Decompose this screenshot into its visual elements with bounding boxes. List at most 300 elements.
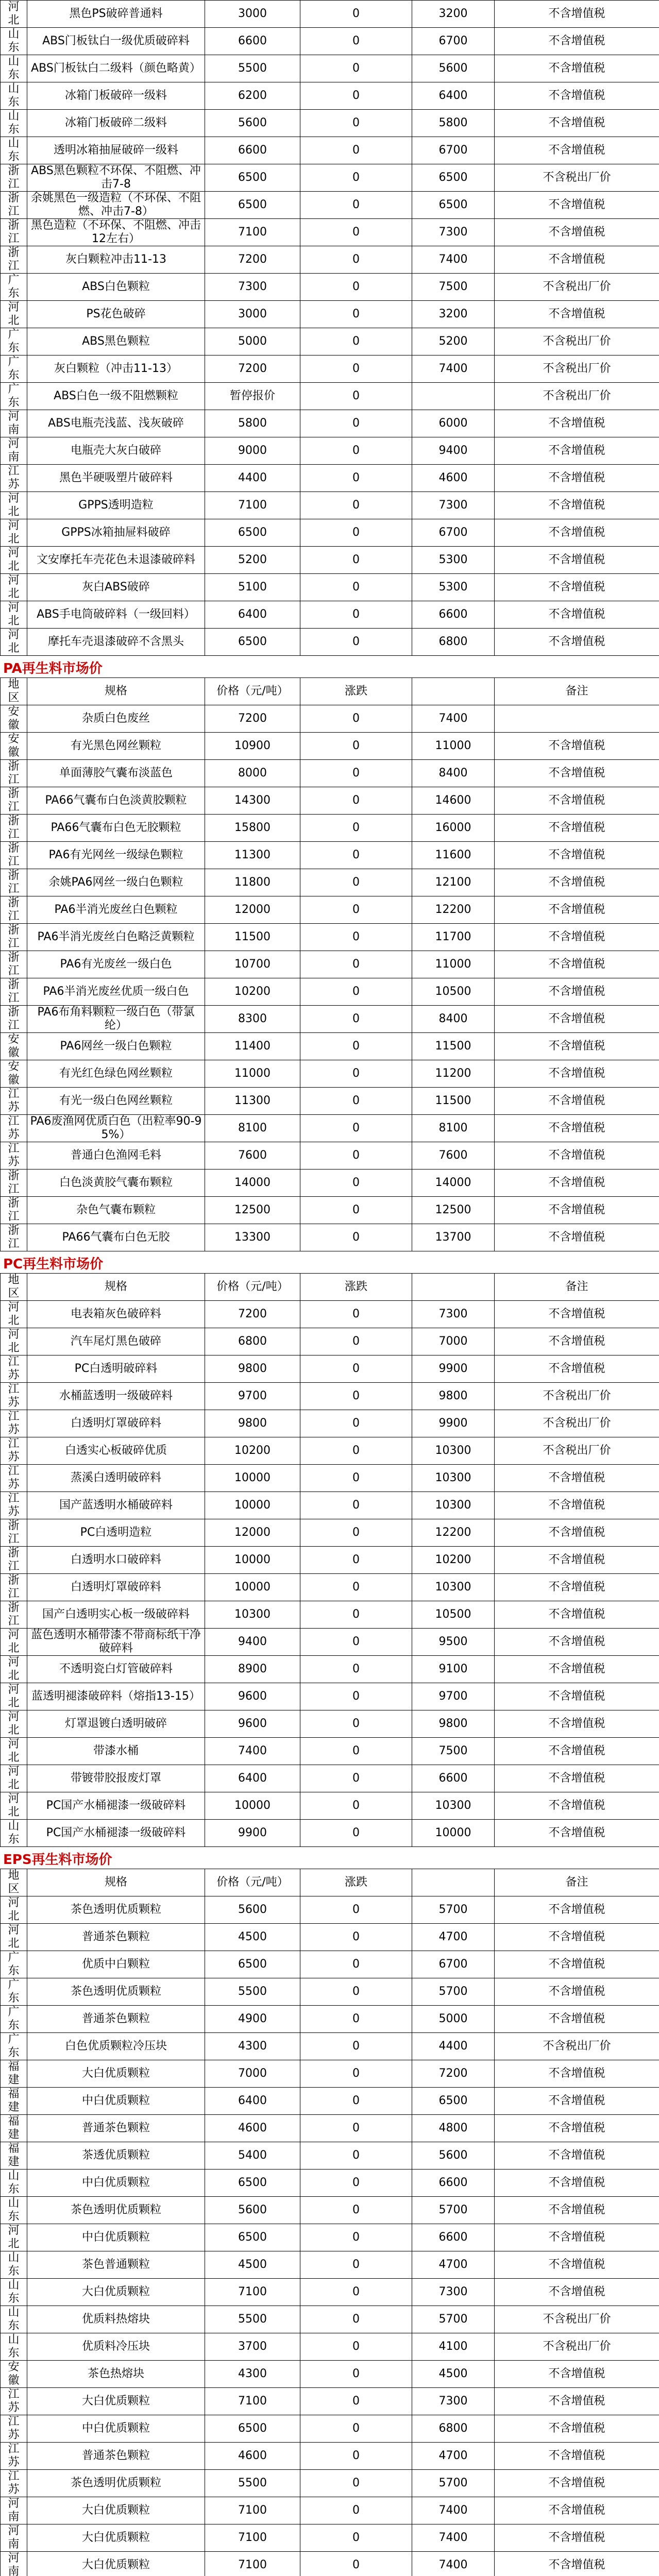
remark-cell: 不含增值税	[495, 2279, 659, 2306]
region-cell: 山东	[1, 2170, 27, 2197]
price-cell: 11400	[205, 1033, 300, 1060]
table-row	[1, 55, 659, 82]
price-cell: 暂停报价	[205, 383, 300, 410]
region-cell: 河北	[1, 601, 27, 629]
spec-cell: GPPS透明造粒	[27, 492, 205, 519]
remark-cell: 不含增值税	[495, 1197, 659, 1224]
spec-cell: PA66气囊布白色无胶	[27, 1224, 205, 1251]
table-row	[1, 274, 659, 301]
spec-cell: 大白优质颗粒	[27, 2552, 205, 2576]
price-cell: 11300	[205, 842, 300, 869]
region-cell: 安徽	[1, 1060, 27, 1088]
price-high-cell: 5700	[412, 2470, 495, 2497]
price-cell: 7300	[205, 274, 300, 301]
region-cell: 安徽	[1, 733, 27, 760]
change-cell: 0	[300, 2279, 412, 2306]
remark-cell: 不含增值税	[495, 519, 659, 547]
price-cell: 11800	[205, 869, 300, 896]
price-cell: 6500	[205, 2224, 300, 2251]
change-cell: 0	[300, 301, 412, 328]
change-cell: 0	[300, 219, 412, 246]
table-row	[1, 547, 659, 574]
change-cell: 0	[300, 1383, 412, 1410]
change-cell: 0	[300, 55, 412, 82]
change-cell: 0	[300, 82, 412, 110]
price-high-cell: 11000	[412, 951, 495, 978]
spec-cell: 灰白颗粒（冲击11-13）	[27, 355, 205, 383]
price-high-cell: 5000	[412, 2006, 495, 2033]
spec-cell: 优质料热熔块	[27, 2306, 205, 2333]
price-cell: 5600	[205, 1896, 300, 1924]
remark-cell: 不含增值税	[495, 2088, 659, 2115]
price-cell: 9800	[205, 1355, 300, 1383]
header-cell: 地区	[1, 678, 27, 705]
section-gap	[0, 1251, 659, 1256]
price-high-cell: 5700	[412, 2197, 495, 2224]
spec-cell: 大白优质颗粒	[27, 2388, 205, 2415]
price-cell: 6400	[205, 1765, 300, 1792]
region-cell: 山东	[1, 110, 27, 137]
remark-cell: 不含增值税	[495, 2443, 659, 2470]
price-high-cell: 10300	[412, 1574, 495, 1601]
spec-cell: 带镀带胶报废灯罩	[27, 1765, 205, 1792]
price-high-cell: 5700	[412, 2306, 495, 2333]
table-header-row	[1, 1274, 659, 1301]
region-cell: 安徽	[1, 705, 27, 733]
header-cell: 规格	[27, 678, 205, 705]
region-cell: 河北	[1, 1738, 27, 1765]
remark-cell: 不含增值税	[495, 1, 659, 28]
price-cell: 6500	[205, 519, 300, 547]
region-cell: 浙江	[1, 1197, 27, 1224]
remark-cell: 不含增值税	[495, 2361, 659, 2388]
table-row	[1, 896, 659, 924]
remark-cell: 不含增值税	[495, 1465, 659, 1492]
change-cell: 0	[300, 601, 412, 629]
remark-cell: 不含增值税	[495, 2060, 659, 2088]
price-high-cell: 7500	[412, 1738, 495, 1765]
header-cell: 价格（元/吨）	[205, 1869, 300, 1896]
region-cell: 广东	[1, 383, 27, 410]
spec-cell: 茶透优质颗粒	[27, 2142, 205, 2170]
remark-cell: 不含增值税	[495, 437, 659, 465]
price-high-cell: 7300	[412, 2279, 495, 2306]
price-high-cell: 12200	[412, 896, 495, 924]
table-row	[1, 705, 659, 733]
price-high-cell: 9800	[412, 1710, 495, 1738]
region-cell: 河北	[1, 1683, 27, 1710]
region-cell: 浙江	[1, 1574, 27, 1601]
price-high-cell: 7600	[412, 1142, 495, 1170]
region-cell: 江苏	[1, 2388, 27, 2415]
region-cell: 广东	[1, 1978, 27, 2006]
region-cell: 福建	[1, 2060, 27, 2088]
price-cell: 7200	[205, 705, 300, 733]
table-row	[1, 2279, 659, 2306]
region-cell: 浙江	[1, 246, 27, 274]
price-high-cell	[412, 383, 495, 410]
table-row	[1, 328, 659, 355]
change-cell: 0	[300, 1765, 412, 1792]
spec-cell: 中白优质颗粒	[27, 2415, 205, 2443]
price-high-cell: 7000	[412, 1328, 495, 1355]
spec-cell: 蓝色透明水桶带漆不带商标纸干净破碎料	[27, 1629, 205, 1656]
price-cell: 5500	[205, 1978, 300, 2006]
price-cell: 8900	[205, 1656, 300, 1683]
price-cell: 12000	[205, 896, 300, 924]
price-high-cell: 7500	[412, 274, 495, 301]
table-row	[1, 2361, 659, 2388]
price-cell: 9400	[205, 1629, 300, 1656]
spec-cell: 汽车尾灯黑色破碎	[27, 1328, 205, 1355]
price-high-cell: 4600	[412, 465, 495, 492]
region-cell: 河北	[1, 629, 27, 656]
change-cell: 0	[300, 978, 412, 1006]
remark-cell: 不含税出厂价	[495, 2333, 659, 2361]
spec-cell: PA6半消光废丝优质一级白色	[27, 978, 205, 1006]
change-cell: 0	[300, 1896, 412, 1924]
table-row	[1, 1601, 659, 1629]
price-high-cell: 9800	[412, 1383, 495, 1410]
change-cell: 0	[300, 1170, 412, 1197]
table-row	[1, 869, 659, 896]
price-cell: 7100	[205, 2388, 300, 2415]
price-cell: 12000	[205, 1519, 300, 1547]
header-cell: 地区	[1, 1869, 27, 1896]
spec-cell: PA66气囊布白色淡黄胶颗粒	[27, 787, 205, 815]
price-high-cell: 4100	[412, 2333, 495, 2361]
spec-cell: 黑色造粒（不环保、不阻燃、冲击12左右）	[27, 219, 205, 246]
spec-cell: 白色优质颗粒冷压块	[27, 2033, 205, 2060]
price-cell: 9800	[205, 1410, 300, 1437]
region-cell: 河北	[1, 1792, 27, 1820]
remark-cell: 不含增值税	[495, 1820, 659, 1847]
price-cell: 4600	[205, 2443, 300, 2470]
table-header-row	[1, 678, 659, 705]
price-cell: 14000	[205, 1170, 300, 1197]
change-cell: 0	[300, 2361, 412, 2388]
spec-cell: 茶色透明优质颗粒	[27, 1896, 205, 1924]
region-cell: 浙江	[1, 1601, 27, 1629]
remark-cell: 不含增值税	[495, 2006, 659, 2033]
header-cell: 价格（元/吨）	[205, 1274, 300, 1301]
price-cell: 10200	[205, 1437, 300, 1465]
table-row	[1, 28, 659, 55]
table-row	[1, 465, 659, 492]
spec-cell: 单面薄胶气囊布淡蓝色	[27, 760, 205, 787]
change-cell: 0	[300, 1492, 412, 1519]
price-high-cell: 4800	[412, 2115, 495, 2142]
region-cell: 江苏	[1, 2443, 27, 2470]
remark-cell: 不含增值税	[495, 192, 659, 219]
price-cell: 10200	[205, 978, 300, 1006]
price-high-cell: 11200	[412, 1060, 495, 1088]
table-row	[1, 1170, 659, 1197]
region-cell: 河北	[1, 1924, 27, 1951]
price-high-cell: 10500	[412, 1601, 495, 1629]
table-row	[1, 301, 659, 328]
spec-cell: 白透实心板破碎优质	[27, 1437, 205, 1465]
spec-cell: PC国产水桶褪漆一级破碎料	[27, 1820, 205, 1847]
remark-cell: 不含增值税	[495, 301, 659, 328]
change-cell: 0	[300, 1601, 412, 1629]
region-cell: 河北	[1, 2224, 27, 2251]
price-table	[0, 1869, 659, 2576]
spec-cell: 普通茶色颗粒	[27, 2115, 205, 2142]
region-cell: 广东	[1, 1951, 27, 1978]
section-title: PA再生料市场价	[0, 660, 659, 677]
remark-cell: 不含税出厂价	[495, 328, 659, 355]
remark-cell: 不含增值税	[495, 1574, 659, 1601]
price-high-cell: 6800	[412, 2415, 495, 2443]
change-cell: 0	[300, 2224, 412, 2251]
change-cell: 0	[300, 110, 412, 137]
remark-cell: 不含增值税	[495, 1683, 659, 1710]
change-cell: 0	[300, 1437, 412, 1465]
table-row	[1, 492, 659, 519]
remark-cell: 不含增值税	[495, 28, 659, 55]
region-cell: 河北	[1, 1301, 27, 1328]
table-row	[1, 2552, 659, 2576]
price-cell: 7200	[205, 246, 300, 274]
spec-cell: 优质料冷压块	[27, 2333, 205, 2361]
price-table	[0, 1273, 659, 1847]
spec-cell: 水桶蓝透明一级破碎料	[27, 1383, 205, 1410]
table-row	[1, 2443, 659, 2470]
region-cell: 山东	[1, 2197, 27, 2224]
price-high-cell: 4700	[412, 2443, 495, 2470]
change-cell: 0	[300, 1301, 412, 1328]
region-cell: 江苏	[1, 1492, 27, 1519]
price-high-cell: 6500	[412, 192, 495, 219]
price-high-cell: 5700	[412, 1978, 495, 2006]
region-cell: 河北	[1, 1328, 27, 1355]
spec-cell: PA6有光网丝一级绿色颗粒	[27, 842, 205, 869]
change-cell: 0	[300, 1710, 412, 1738]
spec-cell: 带漆水桶	[27, 1738, 205, 1765]
spec-cell: 蓝透明褪漆破碎料（熔指13-15）	[27, 1683, 205, 1710]
remark-cell: 不含增值税	[495, 629, 659, 656]
region-cell: 浙江	[1, 1519, 27, 1547]
remark-cell: 不含税出厂价	[495, 1383, 659, 1410]
price-cell: 10700	[205, 951, 300, 978]
table-row	[1, 1355, 659, 1383]
remark-cell: 不含增值税	[495, 1924, 659, 1951]
table-row	[1, 1792, 659, 1820]
remark-cell: 不含增值税	[495, 2415, 659, 2443]
price-high-cell: 5600	[412, 55, 495, 82]
price-cell: 13300	[205, 1224, 300, 1251]
spec-cell: 冰箱门板破碎二级料	[27, 110, 205, 137]
price-cell: 5500	[205, 2306, 300, 2333]
region-cell: 浙江	[1, 1224, 27, 1251]
table-row	[1, 2033, 659, 2060]
price-cell: 7200	[205, 355, 300, 383]
remark-cell: 不含增值税	[495, 2142, 659, 2170]
table-row	[1, 1383, 659, 1410]
remark-cell: 不含增值税	[495, 1301, 659, 1328]
price-high-cell: 4500	[412, 2361, 495, 2388]
table-row	[1, 192, 659, 219]
spec-cell: 灯罩退镀白透明破碎	[27, 1710, 205, 1738]
region-cell: 河北	[1, 574, 27, 601]
remark-cell: 不含增值税	[495, 1006, 659, 1033]
change-cell: 0	[300, 1033, 412, 1060]
remark-cell: 不含增值税	[495, 219, 659, 246]
remark-cell: 不含增值税	[495, 2224, 659, 2251]
spec-cell: PA6网丝一级白色颗粒	[27, 1033, 205, 1060]
change-cell: 0	[300, 410, 412, 437]
spec-cell: 黑色PS破碎普通料	[27, 1, 205, 28]
spec-cell: 普通茶色颗粒	[27, 2006, 205, 2033]
spec-cell: 大白优质颗粒	[27, 2060, 205, 2088]
price-cell: 7200	[205, 1301, 300, 1328]
remark-cell: 不含增值税	[495, 815, 659, 842]
price-cell: 6200	[205, 82, 300, 110]
change-cell: 0	[300, 192, 412, 219]
change-cell: 0	[300, 547, 412, 574]
table-row	[1, 410, 659, 437]
table-header-row	[1, 1869, 659, 1896]
spec-cell: 中白优质颗粒	[27, 2088, 205, 2115]
remark-cell: 不含增值税	[495, 1170, 659, 1197]
region-cell: 福建	[1, 2088, 27, 2115]
change-cell: 0	[300, 246, 412, 274]
price-high-cell: 11500	[412, 1088, 495, 1115]
change-cell: 0	[300, 1328, 412, 1355]
table-row	[1, 2170, 659, 2197]
price-cell: 7400	[205, 1738, 300, 1765]
remark-cell: 不含增值税	[495, 1629, 659, 1656]
change-cell: 0	[300, 574, 412, 601]
price-high-cell: 11000	[412, 733, 495, 760]
price-high-cell: 10300	[412, 1492, 495, 1519]
price-cell: 10000	[205, 1547, 300, 1574]
change-cell: 0	[300, 705, 412, 733]
remark-cell: 不含增值税	[495, 1088, 659, 1115]
change-cell: 0	[300, 2115, 412, 2142]
price-cell: 10900	[205, 733, 300, 760]
price-high-cell: 7200	[412, 2060, 495, 2088]
remark-cell: 不含增值税	[495, 110, 659, 137]
price-cell: 6500	[205, 192, 300, 219]
table-row	[1, 2306, 659, 2333]
spec-cell: 灰白ABS破碎	[27, 574, 205, 601]
price-cell: 7100	[205, 2279, 300, 2306]
table-row	[1, 1, 659, 28]
price-cell: 4900	[205, 2006, 300, 2033]
price-cell: 3700	[205, 2333, 300, 2361]
price-table	[0, 0, 659, 656]
remark-cell: 不含增值税	[495, 951, 659, 978]
change-cell: 0	[300, 1924, 412, 1951]
section-title: PC再生料市场价	[0, 1256, 659, 1273]
table-row	[1, 137, 659, 164]
header-cell: 规格	[27, 1869, 205, 1896]
remark-cell: 不含增值税	[495, 1951, 659, 1978]
price-high-cell: 6000	[412, 410, 495, 437]
spec-cell: 国产白透明实心板一级破碎料	[27, 1601, 205, 1629]
price-cell: 8000	[205, 760, 300, 787]
remark-cell: 不含增值税	[495, 2115, 659, 2142]
remark-cell: 不含增值税	[495, 869, 659, 896]
region-cell: 浙江	[1, 951, 27, 978]
spec-cell: 茶色透明优质颗粒	[27, 2470, 205, 2497]
price-cell: 6500	[205, 2415, 300, 2443]
change-cell: 0	[300, 842, 412, 869]
change-cell: 0	[300, 815, 412, 842]
remark-cell: 不含增值税	[495, 465, 659, 492]
spec-cell: 杂色气囊布颗粒	[27, 1197, 205, 1224]
remark-cell: 不含税出厂价	[495, 383, 659, 410]
remark-cell: 不含税出厂价	[495, 274, 659, 301]
remark-cell: 不含增值税	[495, 2388, 659, 2415]
region-cell: 江苏	[1, 1383, 27, 1410]
region-cell: 河南	[1, 2497, 27, 2524]
table-row	[1, 2224, 659, 2251]
price-cell: 7000	[205, 2060, 300, 2088]
remark-cell: 不含增值税	[495, 1060, 659, 1088]
table-row	[1, 1738, 659, 1765]
change-cell: 0	[300, 1, 412, 28]
region-cell: 江苏	[1, 1088, 27, 1115]
spec-cell: 茶色透明优质颗粒	[27, 1978, 205, 2006]
region-cell: 广东	[1, 274, 27, 301]
change-cell: 0	[300, 924, 412, 951]
region-cell: 河北	[1, 1, 27, 28]
price-high-cell: 6500	[412, 2088, 495, 2115]
spec-cell: 有光一级白色网丝颗粒	[27, 1088, 205, 1115]
price-high-cell: 7300	[412, 492, 495, 519]
change-cell: 0	[300, 1142, 412, 1170]
region-cell: 浙江	[1, 219, 27, 246]
price-high-cell: 5600	[412, 2142, 495, 2170]
remark-cell: 不含税出厂价	[495, 1410, 659, 1437]
region-cell: 广东	[1, 2033, 27, 2060]
remark-cell: 不含增值税	[495, 547, 659, 574]
price-cell: 5000	[205, 328, 300, 355]
remark-cell: 不含增值税	[495, 1115, 659, 1142]
price-high-cell: 9900	[412, 1355, 495, 1383]
remark-cell: 不含税出厂价	[495, 1437, 659, 1465]
table-row	[1, 1629, 659, 1656]
price-high-cell: 3200	[412, 301, 495, 328]
price-cell: 5100	[205, 574, 300, 601]
region-cell: 河北	[1, 1710, 27, 1738]
price-high-cell: 5800	[412, 110, 495, 137]
table-row	[1, 2415, 659, 2443]
price-high-cell: 5300	[412, 574, 495, 601]
price-high-cell: 12100	[412, 869, 495, 896]
spec-cell: ABS黑色颗粒	[27, 328, 205, 355]
change-cell: 0	[300, 2306, 412, 2333]
header-cell: 备注	[495, 1869, 659, 1896]
change-cell: 0	[300, 2524, 412, 2552]
remark-cell: 不含增值税	[495, 1601, 659, 1629]
spec-cell: 普通白色渔网毛料	[27, 1142, 205, 1170]
header-cell: 备注	[495, 678, 659, 705]
price-high-cell: 10000	[412, 1820, 495, 1847]
remark-cell: 不含增值税	[495, 1896, 659, 1924]
spec-cell: 普通茶色颗粒	[27, 1924, 205, 1951]
price-cell: 8100	[205, 1115, 300, 1142]
change-cell: 0	[300, 1792, 412, 1820]
table-row	[1, 1951, 659, 1978]
table-row	[1, 1115, 659, 1142]
region-cell: 浙江	[1, 787, 27, 815]
price-high-cell: 6700	[412, 28, 495, 55]
price-high-cell: 7300	[412, 1301, 495, 1328]
